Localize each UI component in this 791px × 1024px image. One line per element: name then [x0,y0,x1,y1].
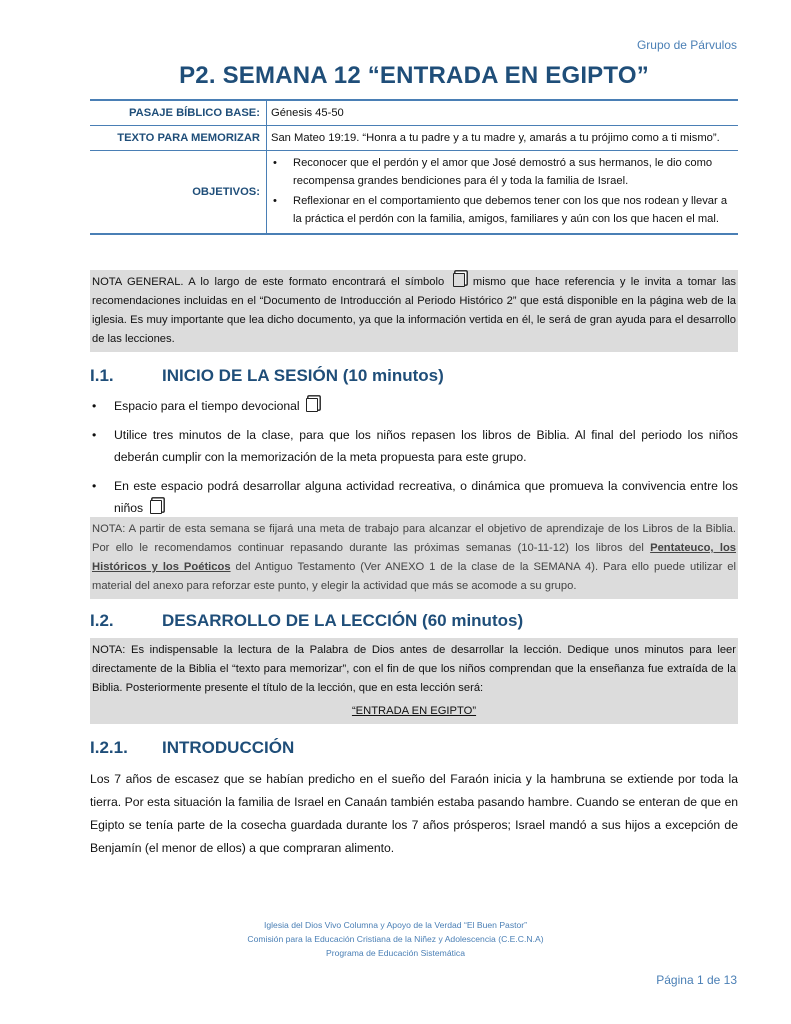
objetivo-item: • Reflexionar en el comportamiento que debemos tener con los que nos rodean y llevar a la práctica el perdón con la familia, amigos, familiares y aún con los que hacen el mal. [271,192,734,228]
document-icon [306,398,318,412]
nota-general [90,270,738,352]
introduccion-paragraph: Los 7 años de escasez que se habían predicho en el sueño del Faraón inicia y la hambruna se extiende por toda la tierra. Por esta situación la familia de Israel en Canaán también estaba pasando hambre. Cuando se enteran de que en Egipto se tenía parte de la cosecha guardada durante los 7 años prósperos; Israel mandó a sus hijos a excepción de Benjamín (el menor de ellos) a que compraran alimento. [90,772,738,855]
section-heading-introduccion [90,738,294,758]
objetivos-row [90,151,738,235]
footer-line: Comisión para la Educación Cristiana de la Niñez y Adolescencia (C.E.C.N.A) [247,934,544,944]
pasaje-value: Génesis 45-50 [271,107,344,119]
footer-line: Programa de Educación Sistemática [325,948,465,958]
nota-libros-emphasis: Pentateuco, los Históricos y los Poéticos [92,542,736,573]
page-number: Página 1 de 13 [656,973,737,987]
section-title: INTRODUCCIÓN [162,738,295,757]
bullet-text: En este espacio podrá desarrollar alguna actividad recreativa, o dinámica que promueva la convivencia entre los niños [114,479,738,515]
lesson-info-table [90,99,738,235]
nota-general-text-1: NOTA GENERAL. A lo largo de este formato encontrará el símbolo [92,276,445,288]
inicio-bullets [90,395,738,526]
texto-row [90,126,738,151]
section-number: I.1. [90,366,114,385]
section-title: DESARROLLO DE LA LECCIÓN (60 minutos) [162,611,524,630]
document-icon [453,273,465,287]
lesson-title: P2. SEMANA 12 “ENTRADA EN EGIPTO” [179,62,649,89]
nota-libros [90,517,738,599]
texto-value: San Mateo 19:19. “Honra a tu padre y a tu madre y, amarás a tu prójimo como a ti mismo”. [271,132,720,144]
pasaje-label: PASAJE BÍBLICO BASE: [90,100,267,126]
page-footer [0,918,791,960]
footer-line: Iglesia del Dios Vivo Columna y Apoyo de la Verdad “El Buen Pastor” [263,920,528,930]
objetivo-item: • Reconocer que el perdón y el amor que José demostró a sus hermanos, le dio como recompensa grandes bendiciones para él y toda la familia de Israel. [271,154,734,190]
bullet-text: Espacio para el tiempo devocional [114,399,300,413]
objetivos-cell [267,151,739,235]
group-label: Grupo de Párvulos [636,38,737,52]
section-heading-inicio [90,366,444,386]
pasaje-row [90,100,738,126]
bullet-item [90,424,738,468]
nota-desarrollo-text: NOTA: Es indispensable la lectura de la Palabra de Dios antes de desarrollar la lección. Dedique unos minutos para leer directamente de la Biblia el “texto para memorizar”, con el fin de que los niños comprendan que la enseñanza fue extraída de la Biblia. Posteriormente presente el título de la lección, que en esta lección será: [92,644,736,694]
bullet-item [90,475,738,519]
nota-general-text-2: mismo que hace referencia y le invita a tomar las recomendaciones incluidas en el “Documento de Introducción al Periodo Histórico 2” que está disponible en la página web de la iglesia. Es muy importante que lea dicho documento, ya que la información vertida en él, le será de gran ayuda para el desarrollo de las lecciones. [92,276,737,345]
document-icon [150,500,162,514]
section-number: I.2. [90,611,114,630]
nota-lesson-title: “ENTRADA EN EGIPTO” [351,705,477,717]
section-title: INICIO DE LA SESIÓN (10 minutos) [162,366,444,385]
nota-libros-text-1: NOTA: A partir de esta semana se fijará una meta de trabajo para alcanzar el objetivo de aprendizaje de los Libros de la Biblia. Por ello le recomendamos continuar repasando durante las próximas semanas (10-11-12) los libros del [92,523,736,554]
bullet-text: Utilice tres minutos de la clase, para que los niños repasen los libros de Biblia. Al final del periodo los niños deberán cumplir con la memorización de la meta propuesta para este grupo. [114,428,738,464]
texto-label: TEXTO PARA MEMORIZAR [90,126,267,151]
nota-desarrollo [90,638,738,724]
objetivos-list [271,154,734,228]
section-heading-desarrollo [90,611,523,631]
bullet-item [90,395,738,417]
section-number: I.2.1. [90,738,128,757]
nota-libros-text-2: del Antiguo Testamento (Ver ANEXO 1 de la clase de la SEMANA 4). Para ello puede utilizar el material del anexo para reforzar este punto, y elegir la actividad que más se acomode a su grupo. [92,561,737,592]
objetivos-label: OBJETIVOS: [90,151,267,235]
